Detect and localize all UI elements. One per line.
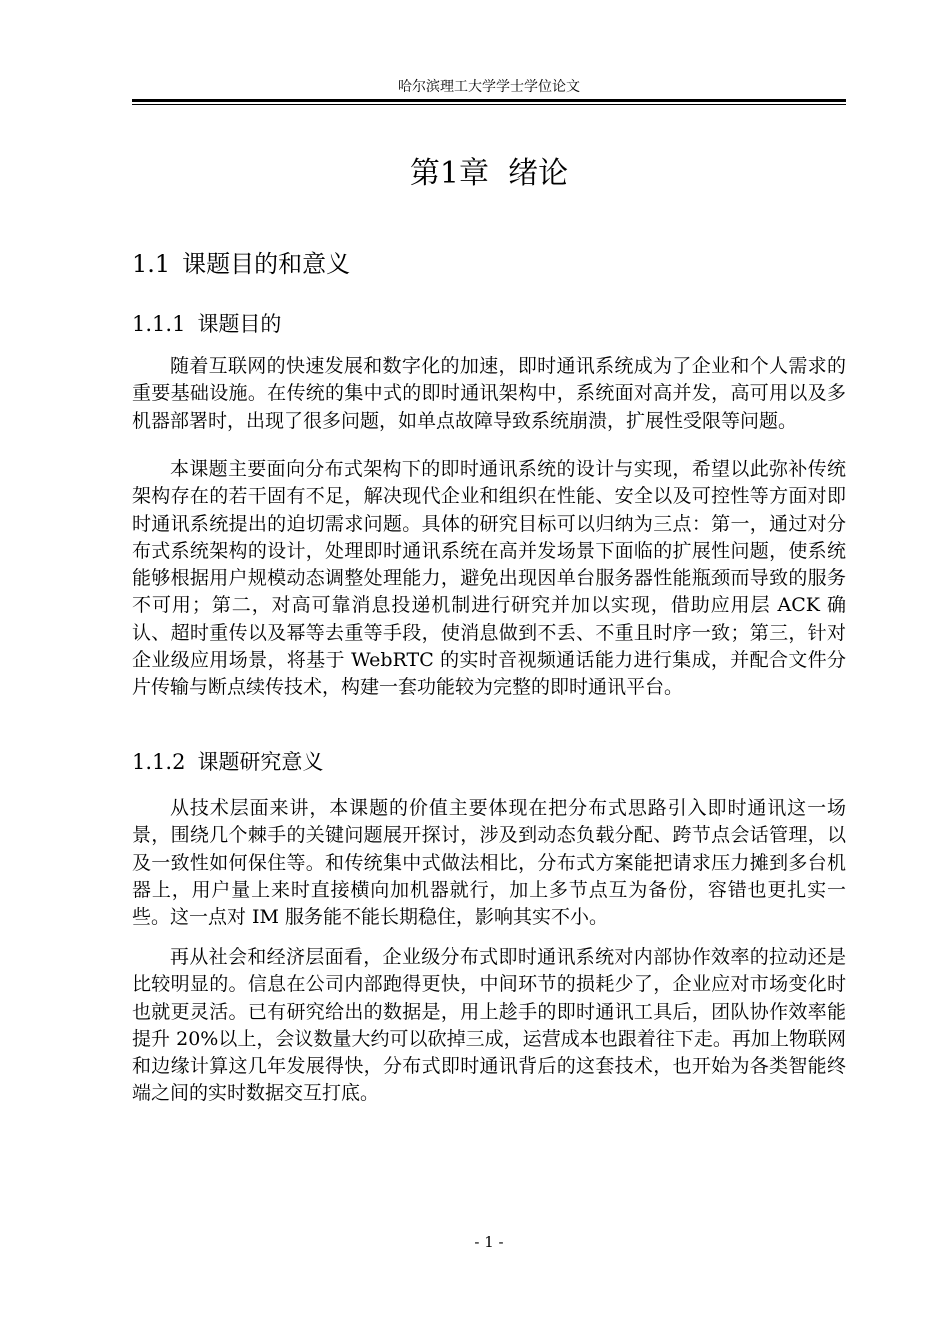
section-heading [132,248,350,280]
page-number: - 1 - [474,1233,504,1251]
subsection-title: 课题目的 [197,312,282,336]
section-title: 课题目的和意义 [182,250,351,278]
paragraph-significance-2: 再从社会和经济层面看，企业级分布式即时通讯系统对内部协作效率的拉动还是比较明显的。信息在公司内部跑得更快，中间环节的损耗少了，企业应对市场变化时也就更灵活。已有研究给出的数据是，用上趁手的即时通讯工具后，团队协作效率能提升 20%以上，会议数量大约可以砍掉三成，运营成本也跟着往下走。再加上物联网和边缘计算这几年发展得快，分布式即时通讯背后的这套技术，也开始为各类智能终端之间的实时数据交互打底。 [132,946,846,1105]
chapter-name: 绪论 [508,156,569,191]
paragraph-significance-1: 从技术层面来讲，本课题的价值主要体现在把分布式思路引入即时通讯这一场景，围绕几个棘手的关键问题展开探讨，涉及到动态负载分配、跨节点会话管理，以及一致性如何保住等。和传统集中式做法相比，分布式方案能把请求压力摊到多台机器上，用户量上来时直接横向加机器就行，加上多节点互为备份，容错也更扎实一些。这一点对 IM 服务能不能长期稳住，影响其实不小。 [132,797,846,929]
subsection-title: 课题研究意义 [197,750,324,774]
section-number: 1.1 [132,250,171,278]
chapter-title [132,154,846,194]
running-header: 哈尔滨理工大学学士学位论文 [398,79,580,95]
paragraph-purpose-1: 随着互联网的快速发展和数字化的加速，即时通讯系统成为了企业和个人需求的重要基础设施。在传统的集中式的即时通讯架构中，系统面对高并发，高可用以及多机器部署时，出现了很多问题，如单点故障导致系统崩溃，扩展性受限等问题。 [132,355,846,432]
chapter-number: 第1章 [409,156,489,191]
paragraph-purpose-2: 本课题主要面向分布式架构下的即时通讯系统的设计与实现，希望以此弥补传统架构存在的若干固有不足，解决现代企业和组织在性能、安全以及可控性等方面对即时通讯系统提出的迫切需求问题。具体的研究目标可以归纳为三点：第一，通过对分布式系统架构的设计，处理即时通讯系统在高并发场景下面临的扩展性问题，使系统能够根据用户规模动态调整处理能力，避免出现因单台服务器性能瓶颈而导致的服务不可用；第二，对高可靠消息投递机制进行研究并加以实现，借助应用层 ACK 确认、超时重传以及幂等去重等手段，使消息做到不丢、不重且时序一致；第三，针对企业级应用场景，将基于 WebRTC 的实时音视频通话能力进行集成，并配合文件分片传输与断点续传技术，构建一套功能较为完整的即时通讯平台。 [132,458,846,699]
subsection-number: 1.1.1 [132,312,186,336]
header-rule-thick [132,99,846,102]
subsection-number: 1.1.2 [132,750,186,774]
subsection-heading-significance [132,747,323,777]
subsection-heading-purpose [132,309,281,339]
header-rule-thin [132,104,846,105]
